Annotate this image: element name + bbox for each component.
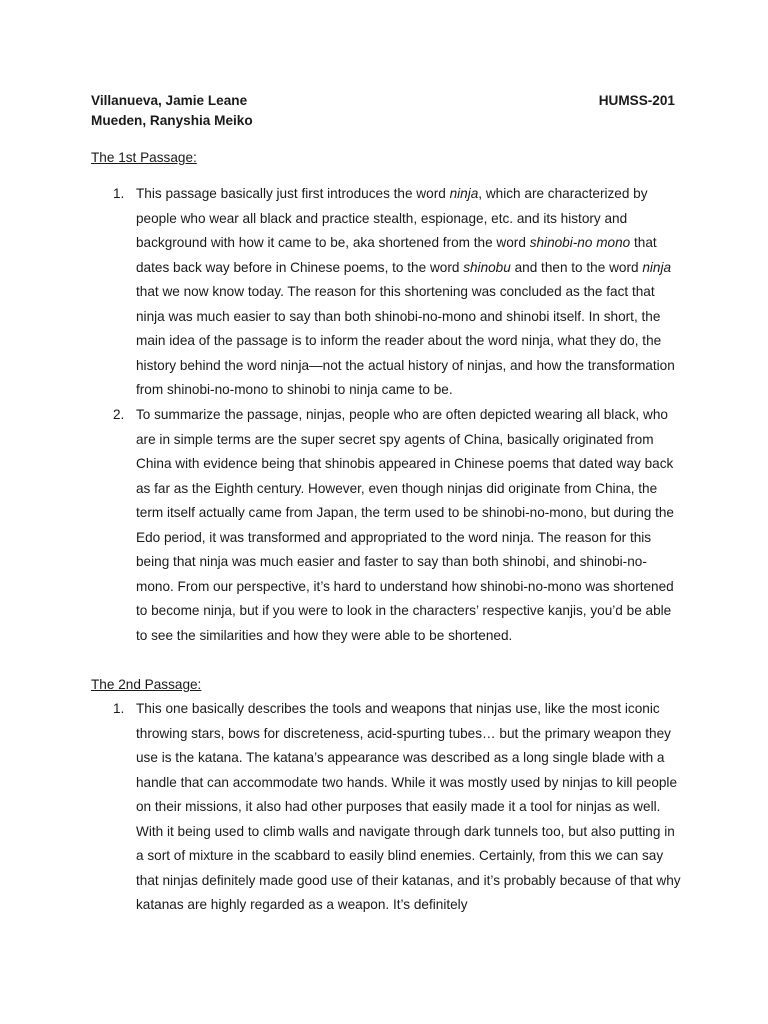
course-code: HUMSS-201 — [598, 93, 675, 108]
header-row-1 — [91, 91, 675, 111]
section-title-2: The 2nd Passage: — [91, 677, 202, 692]
list-number: 2. — [113, 407, 125, 422]
section-title-1: The 1st Passage: — [91, 150, 197, 165]
paragraph: To summarize the passage, ninjas, people who are often depicted wearing all black, who are in simple terms are the super secret spy agents of China, basically originated from China with evidence being that shinobis appeared in Chinese poems that dated way back as far as the Eighth century. However, even though ninjas did originate from China, the term itself actually came from Japan, the term used to be shinobi-no-mono, but during the Edo period, it was transformed and appropriated to the word ninja. The reason for this being that ninja was much easier and faster to say than both shinobi, and shinobi-no-mono. From our perspective, it’s hard to understand how shinobi-no-mono was shortened to become ninja, but if you were to look in the characters’ respective kanjis, you’d be able to see the similarities and how they were able to be shortened. — [136, 407, 674, 643]
author-name-1: Villanueva, Jamie Leane — [91, 93, 248, 108]
section-1-item-2 — [91, 403, 681, 648]
paragraph: This passage basically just first introduces the word ninja, which are characterized by people who wear all black and practice stealth, espionage, etc. and its history and background with how it came to be, aka shortened from the word shinobi-no mono that dates back way before in Chinese poems, to the word shinobu and then to the word ninja that we now know today. The reason for this shortening was concluded as the fact that ninja was much easier to say than both shinobi-no-mono and shinobi itself. In short, the main idea of the passage is to inform the reader about the word ninja, what they do, the history behind the word ninja—not the actual history of ninjas, and how the transformation from shinobi-no-mono to shinobi to ninja came to be. — [136, 186, 675, 397]
list-number: 1. — [113, 186, 125, 201]
section-2-item-1 — [91, 697, 681, 918]
header-row-2 — [91, 111, 675, 131]
author-name-2: Mueden, Ranyshia Meiko — [91, 113, 253, 128]
list-number: 1. — [113, 701, 125, 716]
paragraph: This one basically describes the tools and weapons that ninjas use, like the most iconic throwing stars, bows for discreteness, acid-spurting tubes… but the primary weapon they use is the katana. The katana’s appearance was described as a long single blade with a handle that can accommodate two hands. While it was mostly used by ninjas to kill people on their missions, it also had other purposes that easily made it a tool for ninjas as well. With it being used to climb walls and navigate through dark tunnels too, but also putting in a sort of mixture in the scabbard to easily blind enemies. Certainly, from this we can say that ninjas definitely made good use of their katanas, and it’s probably because of that why katanas are highly regarded as a weapon. It’s definitely — [136, 701, 681, 912]
section-1-item-1 — [91, 182, 681, 403]
